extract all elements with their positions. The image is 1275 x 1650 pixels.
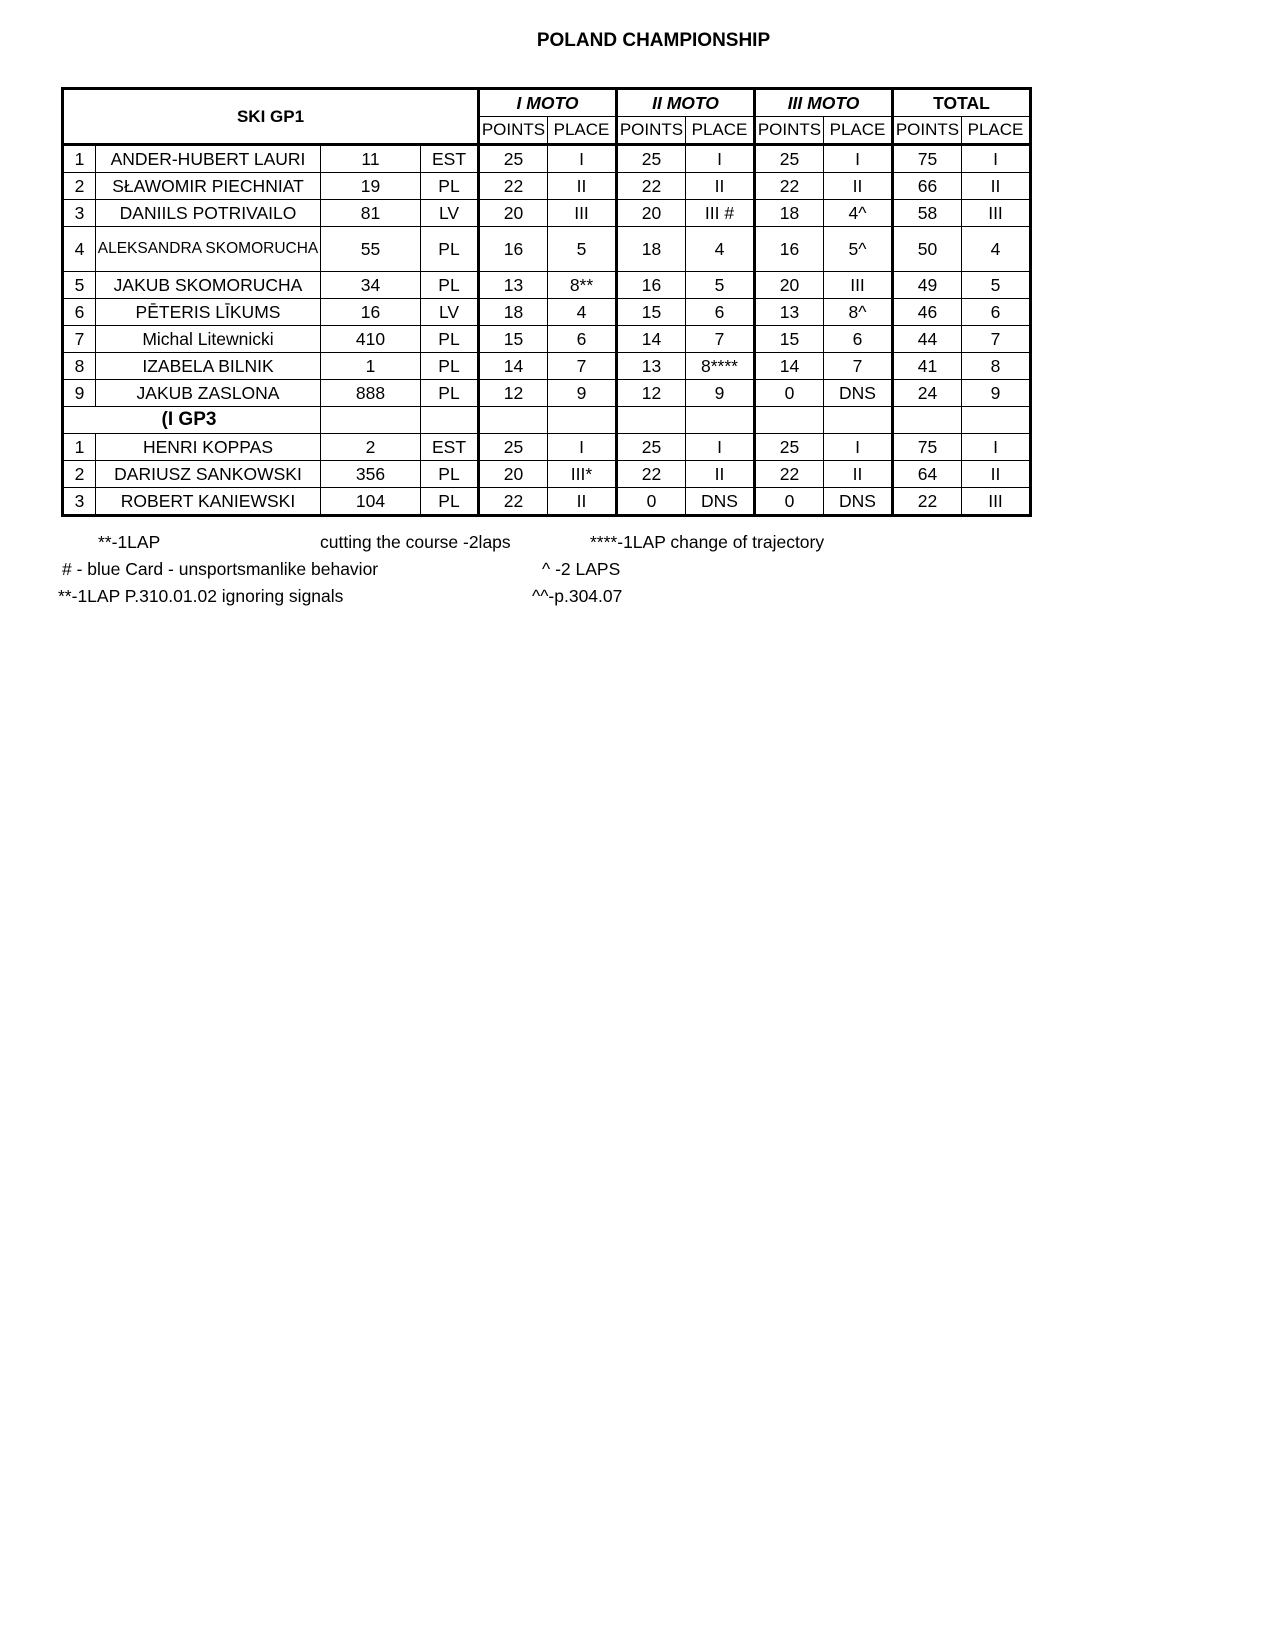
moto2-points-cell: 0 bbox=[617, 488, 686, 516]
moto2-points-header: POINTS bbox=[617, 117, 686, 145]
moto1-points-cell: 20 bbox=[479, 200, 548, 227]
position-cell: 4 bbox=[63, 227, 96, 272]
moto2-place-cell: 7 bbox=[686, 326, 755, 353]
moto2-place-cell: I bbox=[686, 434, 755, 461]
name-cell: DARIUSZ SANKOWSKI bbox=[96, 461, 321, 488]
total-place-cell: 7 bbox=[962, 326, 1031, 353]
moto2-points-cell: 14 bbox=[617, 326, 686, 353]
position-cell: 2 bbox=[63, 173, 96, 200]
empty-cell bbox=[755, 407, 824, 434]
nation-cell: PL bbox=[421, 173, 479, 200]
position-cell: 3 bbox=[63, 200, 96, 227]
table-row bbox=[63, 173, 1031, 200]
moto2-place-cell: III # bbox=[686, 200, 755, 227]
moto2-place-header: PLACE bbox=[686, 117, 755, 145]
moto2-points-cell: 20 bbox=[617, 200, 686, 227]
nation-cell: PL bbox=[421, 227, 479, 272]
moto1-points-cell: 22 bbox=[479, 173, 548, 200]
moto1-place-cell: III bbox=[548, 200, 617, 227]
total-points-cell: 44 bbox=[893, 326, 962, 353]
table-row bbox=[63, 227, 1031, 272]
name-cell: JAKUB ZASLONA bbox=[96, 380, 321, 407]
name-cell: IZABELA BILNIK bbox=[96, 353, 321, 380]
name-cell: Michal Litewnicki bbox=[96, 326, 321, 353]
moto3-points-cell: 0 bbox=[755, 380, 824, 407]
moto2-points-cell: 13 bbox=[617, 353, 686, 380]
nation-cell: EST bbox=[421, 145, 479, 173]
moto1-points-cell: 16 bbox=[479, 227, 548, 272]
moto1-place-cell: II bbox=[548, 173, 617, 200]
table-row bbox=[63, 272, 1031, 299]
position-cell: 9 bbox=[63, 380, 96, 407]
nation-cell: EST bbox=[421, 434, 479, 461]
nation-cell: PL bbox=[421, 353, 479, 380]
total-place-cell: 5 bbox=[962, 272, 1031, 299]
moto1-points-cell: 14 bbox=[479, 353, 548, 380]
moto3-points-cell: 22 bbox=[755, 461, 824, 488]
name-cell: ANDER-HUBERT LAURI bbox=[96, 145, 321, 173]
moto3-place-cell: 7 bbox=[824, 353, 893, 380]
nation-cell: PL bbox=[421, 326, 479, 353]
footnote-blue-card: # - blue Card - unsportsmanlike behavior bbox=[62, 559, 379, 579]
category-title: SKI GP1 bbox=[63, 89, 479, 145]
moto3-place-cell: III bbox=[824, 272, 893, 299]
moto3-points-cell: 0 bbox=[755, 488, 824, 516]
moto1-place-cell: 5 bbox=[548, 227, 617, 272]
total-place-cell: III bbox=[962, 488, 1031, 516]
moto2-place-cell: DNS bbox=[686, 488, 755, 516]
nation-cell: LV bbox=[421, 299, 479, 326]
name-cell: ROBERT KANIEWSKI bbox=[96, 488, 321, 516]
footnote-1lap: **-1LAP bbox=[98, 532, 161, 552]
name-cell: ALEKSANDRA SKOMORUCHA bbox=[96, 227, 321, 272]
table-row bbox=[63, 326, 1031, 353]
total-points-cell: 49 bbox=[893, 272, 962, 299]
moto2-points-cell: 16 bbox=[617, 272, 686, 299]
moto2-header: II MOTO bbox=[617, 89, 755, 117]
header-row-1 bbox=[63, 89, 1031, 117]
moto2-place-cell: II bbox=[686, 173, 755, 200]
moto1-place-header: PLACE bbox=[548, 117, 617, 145]
number-cell: 1 bbox=[321, 353, 421, 380]
moto2-points-cell: 18 bbox=[617, 227, 686, 272]
moto3-place-cell: DNS bbox=[824, 488, 893, 516]
total-place-cell: 9 bbox=[962, 380, 1031, 407]
moto3-points-cell: 22 bbox=[755, 173, 824, 200]
moto2-points-cell: 12 bbox=[617, 380, 686, 407]
moto1-points-cell: 20 bbox=[479, 461, 548, 488]
total-place-cell: II bbox=[962, 173, 1031, 200]
moto1-points-header: POINTS bbox=[479, 117, 548, 145]
total-points-cell: 24 bbox=[893, 380, 962, 407]
moto2-points-cell: 22 bbox=[617, 461, 686, 488]
number-cell: 19 bbox=[321, 173, 421, 200]
moto2-points-cell: 15 bbox=[617, 299, 686, 326]
empty-cell bbox=[421, 407, 479, 434]
moto2-place-cell: II bbox=[686, 461, 755, 488]
table-row bbox=[63, 200, 1031, 227]
moto3-points-cell: 20 bbox=[755, 272, 824, 299]
total-place-cell: 8 bbox=[962, 353, 1031, 380]
number-cell: 34 bbox=[321, 272, 421, 299]
moto1-place-cell: 8** bbox=[548, 272, 617, 299]
total-place-cell: 4 bbox=[962, 227, 1031, 272]
moto3-points-cell: 25 bbox=[755, 434, 824, 461]
moto3-points-header: POINTS bbox=[755, 117, 824, 145]
total-points-cell: 75 bbox=[893, 434, 962, 461]
total-points-cell: 22 bbox=[893, 488, 962, 516]
moto2-place-cell: 5 bbox=[686, 272, 755, 299]
moto1-place-cell: 9 bbox=[548, 380, 617, 407]
moto3-place-header: PLACE bbox=[824, 117, 893, 145]
moto1-place-cell: 6 bbox=[548, 326, 617, 353]
empty-cell bbox=[962, 407, 1031, 434]
moto3-points-cell: 15 bbox=[755, 326, 824, 353]
moto3-place-cell: DNS bbox=[824, 380, 893, 407]
footnote-2-laps: ^ -2 LAPS bbox=[542, 559, 621, 579]
name-cell: HENRI KOPPAS bbox=[96, 434, 321, 461]
moto3-points-cell: 14 bbox=[755, 353, 824, 380]
number-cell: 11 bbox=[321, 145, 421, 173]
moto3-place-cell: 6 bbox=[824, 326, 893, 353]
moto3-place-cell: I bbox=[824, 145, 893, 173]
total-place-cell: II bbox=[962, 461, 1031, 488]
moto2-place-cell: 9 bbox=[686, 380, 755, 407]
moto3-place-cell: 4^ bbox=[824, 200, 893, 227]
moto3-place-cell: II bbox=[824, 461, 893, 488]
position-cell: 1 bbox=[63, 434, 96, 461]
total-points-cell: 46 bbox=[893, 299, 962, 326]
position-cell: 3 bbox=[63, 488, 96, 516]
moto3-place-cell: 5^ bbox=[824, 227, 893, 272]
moto2-place-cell: 4 bbox=[686, 227, 755, 272]
moto3-place-cell: II bbox=[824, 173, 893, 200]
moto2-place-cell: I bbox=[686, 145, 755, 173]
total-place-cell: 6 bbox=[962, 299, 1031, 326]
moto2-place-cell: 6 bbox=[686, 299, 755, 326]
total-points-header: POINTS bbox=[893, 117, 962, 145]
moto1-place-cell: 7 bbox=[548, 353, 617, 380]
moto1-place-cell: I bbox=[548, 434, 617, 461]
position-cell: 6 bbox=[63, 299, 96, 326]
footnote-change-trajectory: ****-1LAP change of trajectory bbox=[590, 532, 825, 552]
number-cell: 888 bbox=[321, 380, 421, 407]
moto1-points-cell: 12 bbox=[479, 380, 548, 407]
moto1-points-cell: 25 bbox=[479, 434, 548, 461]
moto3-points-cell: 13 bbox=[755, 299, 824, 326]
total-points-cell: 58 bbox=[893, 200, 962, 227]
moto1-points-cell: 13 bbox=[479, 272, 548, 299]
moto2-points-cell: 25 bbox=[617, 145, 686, 173]
total-points-cell: 66 bbox=[893, 173, 962, 200]
moto3-points-cell: 16 bbox=[755, 227, 824, 272]
moto1-points-cell: 18 bbox=[479, 299, 548, 326]
total-place-cell: I bbox=[962, 145, 1031, 173]
number-cell: 410 bbox=[321, 326, 421, 353]
empty-cell bbox=[893, 407, 962, 434]
footnote-ignoring-signals: **-1LAP P.310.01.02 ignoring signals bbox=[58, 586, 344, 606]
position-cell: 5 bbox=[63, 272, 96, 299]
name-cell: SŁAWOMIR PIECHNIAT bbox=[96, 173, 321, 200]
number-cell: 2 bbox=[321, 434, 421, 461]
moto1-place-cell: I bbox=[548, 145, 617, 173]
number-cell: 81 bbox=[321, 200, 421, 227]
moto2-place-cell: 8**** bbox=[686, 353, 755, 380]
nation-cell: LV bbox=[421, 200, 479, 227]
total-place-cell: I bbox=[962, 434, 1031, 461]
moto2-points-cell: 25 bbox=[617, 434, 686, 461]
position-cell: 2 bbox=[63, 461, 96, 488]
nation-cell: PL bbox=[421, 380, 479, 407]
moto3-place-cell: I bbox=[824, 434, 893, 461]
moto1-place-cell: III* bbox=[548, 461, 617, 488]
position-cell: 7 bbox=[63, 326, 96, 353]
total-points-cell: 64 bbox=[893, 461, 962, 488]
total-points-cell: 75 bbox=[893, 145, 962, 173]
footnote-cutting-course: cutting the course -2laps bbox=[320, 532, 511, 552]
name-cell: JAKUB SKOMORUCHA bbox=[96, 272, 321, 299]
empty-cell bbox=[686, 407, 755, 434]
empty-cell bbox=[479, 407, 548, 434]
total-points-cell: 50 bbox=[893, 227, 962, 272]
moto2-points-cell: 22 bbox=[617, 173, 686, 200]
table-row bbox=[63, 461, 1031, 488]
number-cell: 55 bbox=[321, 227, 421, 272]
empty-cell bbox=[824, 407, 893, 434]
moto1-place-cell: II bbox=[548, 488, 617, 516]
number-cell: 16 bbox=[321, 299, 421, 326]
total-place-header: PLACE bbox=[962, 117, 1031, 145]
empty-cell bbox=[617, 407, 686, 434]
moto3-place-cell: 8^ bbox=[824, 299, 893, 326]
table-row bbox=[63, 299, 1031, 326]
empty-cell bbox=[321, 407, 421, 434]
table-row bbox=[63, 380, 1031, 407]
table-row bbox=[63, 434, 1031, 461]
moto1-points-cell: 25 bbox=[479, 145, 548, 173]
total-header: TOTAL bbox=[893, 89, 1031, 117]
total-place-cell: III bbox=[962, 200, 1031, 227]
table-row bbox=[63, 353, 1031, 380]
footnote-p304: ^^-p.304.07 bbox=[532, 586, 623, 606]
moto1-place-cell: 4 bbox=[548, 299, 617, 326]
moto1-points-cell: 15 bbox=[479, 326, 548, 353]
moto1-header: I MOTO bbox=[479, 89, 617, 117]
table-row bbox=[63, 145, 1031, 173]
page-title: POLAND CHAMPIONSHIP bbox=[536, 30, 771, 51]
position-cell: 8 bbox=[63, 353, 96, 380]
category-label-gp3: (I GP3 bbox=[63, 407, 321, 434]
position-cell: 1 bbox=[63, 145, 96, 173]
moto1-points-cell: 22 bbox=[479, 488, 548, 516]
moto3-points-cell: 18 bbox=[755, 200, 824, 227]
category-row-gp3 bbox=[63, 407, 1031, 434]
nation-cell: PL bbox=[421, 461, 479, 488]
moto3-header: III MOTO bbox=[755, 89, 893, 117]
table-row bbox=[63, 488, 1031, 516]
moto3-points-cell: 25 bbox=[755, 145, 824, 173]
nation-cell: PL bbox=[421, 488, 479, 516]
results-table bbox=[61, 87, 1032, 517]
number-cell: 356 bbox=[321, 461, 421, 488]
total-points-cell: 41 bbox=[893, 353, 962, 380]
name-cell: PĒTERIS LĪKUMS bbox=[96, 299, 321, 326]
number-cell: 104 bbox=[321, 488, 421, 516]
name-cell: DANIILS POTRIVAILO bbox=[96, 200, 321, 227]
empty-cell bbox=[548, 407, 617, 434]
nation-cell: PL bbox=[421, 272, 479, 299]
